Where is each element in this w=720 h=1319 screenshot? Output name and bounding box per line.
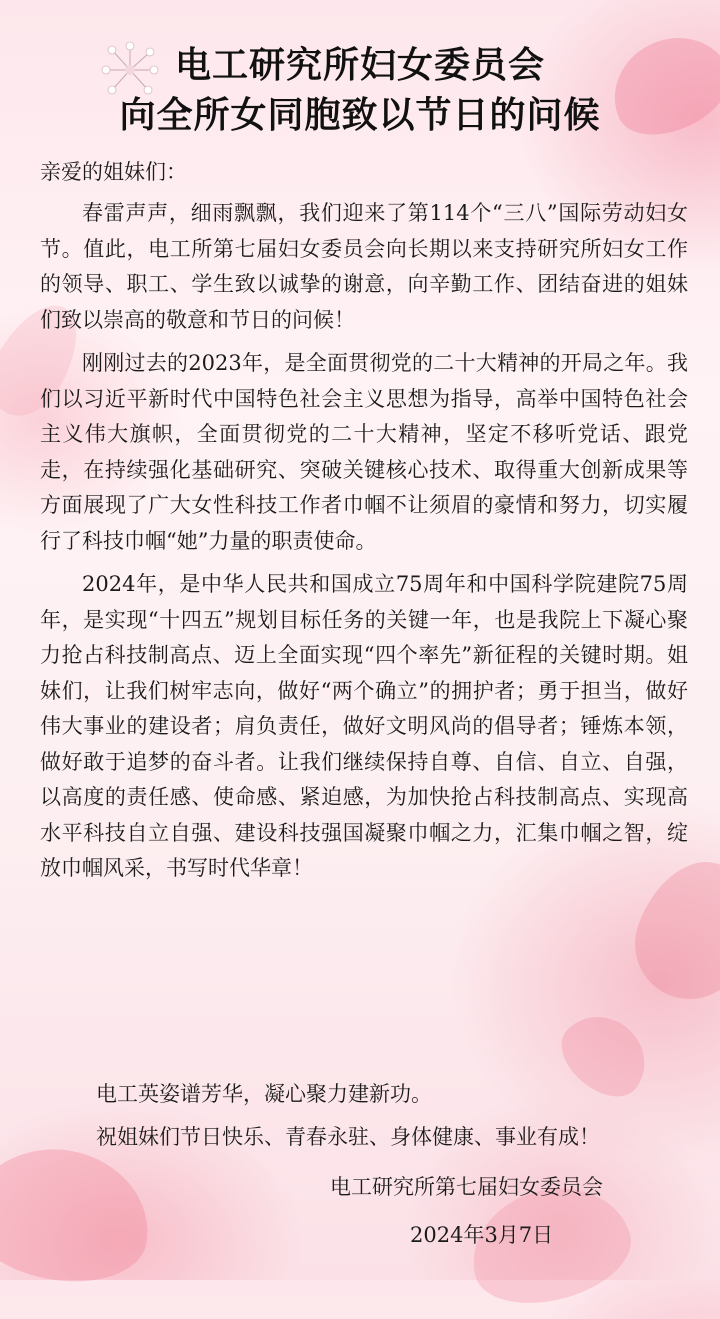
signature: 电工研究所第七届妇女委员会 [330,1175,603,1199]
slogan-line: 祝姐妹们节日快乐、青春永驻、身体健康、事业有成！ [96,1125,600,1149]
slogan-line: 电工英姿谱芳华，凝心聚力建新功。 [96,1082,432,1106]
closing-slogans [96,1077,600,1163]
title-line-1: 电工研究所妇女委员会 [174,44,545,86]
paragraph: 春雷声声，细雨飘飘，我们迎来了第114个“三八”国际劳动妇女节。值此，电工所第七届妇女委员会向长期以来支持研究所妇女工作的领导、职工、学生致以诚挚的谢意，向辛勤工作、团结奋进的姐妹们致以崇高的敬意和节日的问候！ [40,201,688,332]
paragraph: 刚刚过去的2023年，是全面贯彻党的二十大精神的开局之年。我们以习近平新时代中国特色社会主义思想为指导，高举中国特色社会主义伟大旗帜，全面贯彻党的二十大精神，坚定不移听党话、跟党走，在持续强化基础研究、突破关键核心技术、取得重大创新成果等方面展现了广大女性科技工作者巾帼不让须眉的豪情和努力，切实履行了科技巾帼“她”力量的职责使命。 [40,351,688,553]
paragraph: 2024年，是中华人民共和国成立75周年和中国科学院建院75周年，是实现“十四五”规划目标任务的关键一年，也是我院上下凝心聚力抢占科技制高点、迈上全面实现“四个率先”新征程的关键时期。姐妹们，让我们树牢志向，做好“两个确立”的拥护者；勇于担当，做好伟大事业的建设者；肩负责任，做好文明风尚的倡导者；锤炼本领，做好敢于追梦的奋斗者。让我们继续保持自尊、自信、自立、自强，以高度的责任感、使命感、紧迫感，为加快抢占科技制高点、实现高水平科技自立自强、建设科技强国凝聚巾帼之力，汇集巾帼之智，绽放巾帼风采，书写时代华章！ [40,572,688,880]
page-title [0,40,720,140]
salutation: 亲爱的姐妹们： [40,160,187,184]
letter-body [40,196,688,895]
title-line-2: 向全所女同胞致以节日的问候 [119,94,601,136]
date: 2024年3月7日 [410,1223,554,1247]
